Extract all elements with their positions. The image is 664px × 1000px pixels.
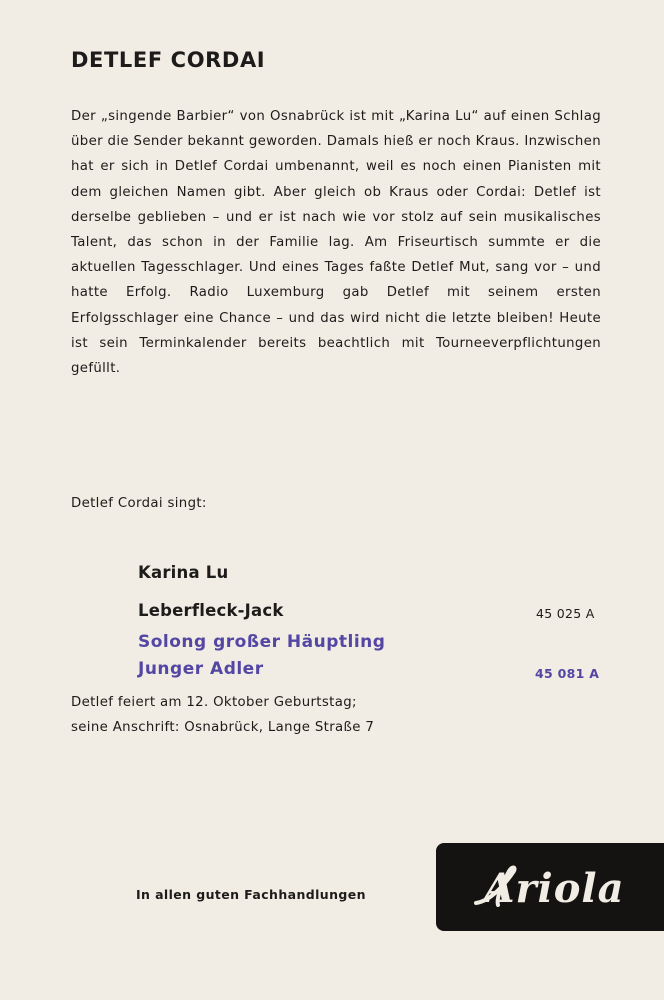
address-line: seine Anschrift: Osnabrück, Lange Straße 7 <box>71 720 375 736</box>
birthday-line: Detlef feiert am 12. Oktober Geburtstag; <box>71 695 357 710</box>
catalog-number: 45 025 A <box>536 606 595 621</box>
logo-wordmark: Ariola <box>483 865 625 912</box>
artist-title: DETLEF CORDAI <box>71 48 266 72</box>
ariola-logo <box>436 843 664 931</box>
sings-label: Detlef Cordai singt: <box>71 496 207 511</box>
record-title-karina-lu: Karina Lu <box>138 563 229 582</box>
stamped-catalog-number: 45 081 A <box>535 666 600 681</box>
ariola-logo-mark <box>436 843 664 931</box>
stamped-title-junger-adler: Junger Adler <box>138 659 264 679</box>
record-title-leberfleck-jack: Leberfleck-Jack <box>138 601 284 620</box>
shops-note: In allen guten Fachhandlungen <box>136 887 366 902</box>
biography-text: Der „singende Barbier“ von Osnabrück ist mit „Karina Lu“ auf einen Schlag über die Sender bekannt geworden. Damals hieß er noch Kraus. Inzwischen hat er sich in Detlef Cordai umbenannt, weil es noch einen Pianisten mit dem gleichen Namen gibt. Aber gleich ob Kraus oder Cordai: Detlef ist derselbe geblieben – und er ist nach wie vor stolz auf sein musikalisches Talent, das schon in der Familie lag. Am Friseurtisch summte er die aktuellen Tagesschlager. Und eines Tages faßte Detlef Mut, sang vor – und hatte Erfolg. Radio Luxemburg gab Detlef mit seinem ersten Erfolgsschlager eine Chance – und das wird nicht die letzte bleiben! Heute ist sein Terminkalender bereits beachtlich mit Tourneeverpflichtungen gefüllt. <box>71 109 601 377</box>
artist-info <box>71 690 374 741</box>
stamped-title-solong: Solong großer Häuptling <box>138 632 386 652</box>
